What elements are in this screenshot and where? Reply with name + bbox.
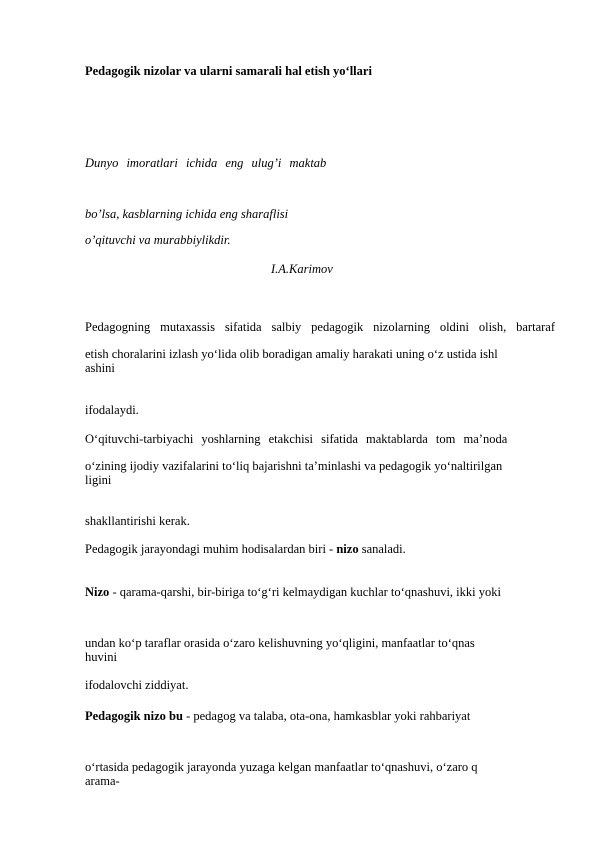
paragraph-4-term: Nizo (85, 585, 110, 599)
paragraph-5-line-2: o‘rtasida pedagogik jarayonda yuzaga kelgan manfaatlar to‘qnashuvi, o‘zaro q (85, 760, 478, 774)
paragraph-1-line-1: Pedagogning mutaxassis sifatida salbiy pedagogik nizolarning oldini olish, bartaraf (85, 320, 555, 334)
paragraph-1-line-2: etish choralarini izlash yo‘lida olib boradigan amaliy harakati uning o‘z ustida ishl (85, 347, 498, 361)
paragraph-5-definition: - pedagog va talaba, ota-ona, hamkasblar yoki rahbariyat (182, 709, 471, 723)
paragraph-3-text-after: sanaladi. (358, 542, 406, 556)
paragraph-4-line-3: huvini (85, 650, 117, 664)
paragraph-5-line-1 (85, 709, 470, 723)
paragraph-3-term: nizo (336, 542, 359, 556)
paragraph-2-line-2: o‘zining ijodiy vazifalarini to‘liq bajarishni ta’minlashi va pedagogik yo‘naltirilgan (85, 459, 503, 473)
epigraph-line-1: Dunyo imoratlari ichida eng ulug’i maktab (85, 156, 327, 170)
epigraph-author: I.A.Karimov (271, 262, 333, 276)
paragraph-3-text-before: Pedagogik jarayondagi muhim hodisalardan biri - (85, 542, 337, 556)
epigraph-line-2: bo’lsa, kasblarning ichida eng sharaflisi (85, 207, 289, 221)
paragraph-4-line-2: undan ko‘p taraflar orasida o‘zaro kelishuvning yo‘qligini, manfaatlar to‘qnas (85, 636, 475, 650)
paragraph-1-line-4: ifodalaydi. (85, 403, 139, 417)
epigraph-line-3: o’qituvchi va murabbiylikdir. (85, 233, 231, 247)
document-title: Pedagogik nizolar va ularni samarali hal etish yo‘llari (85, 64, 372, 78)
paragraph-4-line-4: ifodalovchi ziddiyat. (85, 678, 189, 692)
paragraph-5-line-3: arama- (85, 774, 120, 788)
paragraph-1-line-3: ashini (85, 361, 115, 375)
paragraph-2-line-1: O‘qituvchi-tarbiyachi yoshlarning etakchisi sifatida maktablarda tom ma’noda (85, 432, 508, 446)
paragraph-2-line-4: shakllantirishi kerak. (85, 514, 190, 528)
paragraph-4-line-1 (85, 585, 501, 599)
paragraph-5-term: Pedagogik nizo bu (85, 709, 183, 723)
paragraph-2-line-3: ligini (85, 473, 112, 487)
paragraph-3 (85, 542, 406, 556)
paragraph-4-definition: - qarama-qarshi, bir-biriga to‘g‘ri kelmaydigan kuchlar to‘qnashuvi, ikki yoki (109, 585, 501, 599)
